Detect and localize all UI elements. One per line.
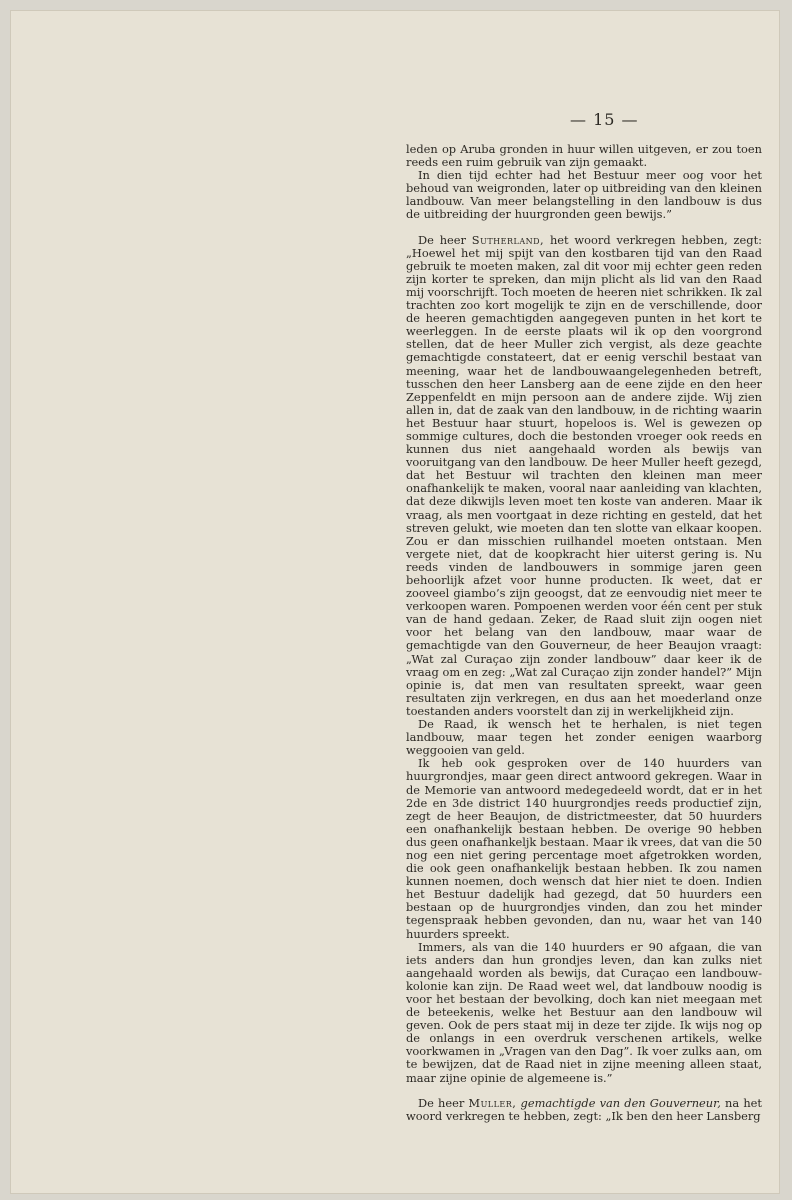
body-text	[406, 143, 762, 1123]
speaker-name: Muller,	[468, 1095, 517, 1110]
paragraph-body: na het woord verkregen te hebben, zegt: „Ik ben den heer Lansberg	[406, 1095, 762, 1123]
paragraph: De Raad, ik wensch het te herhalen, is niet tegen landbouw, maar tegen het zonder eenigen waarborg weggooien van geld.	[406, 717, 762, 758]
paragraph-lead: De heer	[418, 1095, 469, 1110]
paragraph: Immers, als van die 140 huurders er 90 afgaan, die van iets anders dan hun grondjes leven, dan kan zulks niet aangehaald worden als bewijs, dat Curaçao een landbouw-kolonie kan zijn. De Raad weet wel, dat landbouw noodig is voor het bestaan der bevolking, doch kan niet meegaan met de beteekenis, welke het Bestuur aan den landbouw wil geven. Ook de pers staat mij in deze ter zijde. Ik wijs nog op de onlangs in een overdruk verschenen artikels, welke voorkwamen in „Vragen van den Dag”. Ik voer zulks aan, om te bewijzen, dat de Raad niet in zijne meening alleen staat, maar zijne opinie de algemeene is.”	[406, 939, 762, 1085]
speaker-role: gemachtigde van den Gouverneur,	[516, 1095, 721, 1110]
paragraph	[406, 1097, 762, 1123]
page-number: — 15 —	[570, 110, 639, 129]
paragraph-lead: De heer	[418, 232, 472, 247]
paragraph	[406, 234, 762, 718]
paragraph-body: het woord verkregen hebben, zegt: „Hoewel het mij spijt van den kostbaren tijd van den Raad gebruik te moeten maken, zal dit voor mij echter geen reden zijn korter te spreken, dan mijn plicht als lid van den Raad mij voorschrijft. Toch moeten de heeren niet schrikken. Ik zal trachten zoo kort mogelijk te zijn en de verschillende, door de heeren gemachtigden aangegeven punten in het kort te weerleggen. In de eerste plaats wil ik op den voorgrond stellen, dat de heer Muller zich vergist, als deze geachte gemachtigde constateert, dat er eenig verschil bestaat van meening, waar het de landbouwaangelegenheden betreft, tusschen den heer Lansberg aan de eene zijde en den heer Zeppenfeldt en mijn persoon aan de andere zijde. Wij zien allen in, dat de zaak van den landbouw, in de richting waarin het Bestuur haar stuurt, hopeloos is. Wel is gewezen op sommige cultures, doch die bestonden vroeger ook reeds en kunnen dus niet aangehaald worden als bewijs van vooruitgang van den landbouw. De heer Muller heeft gezegd, dat het Bestuur wil trachten den kleinen man meer onafhankelijk te maken, vooral naar aanleiding van klachten, dat deze dikwijls leven moet ten koste van anderen. Maar ik vraag, als men voortgaat in deze richting en gesteld, dat het streven gelukt, wie moeten dan ten slotte van elkaar koopen. Zou er dan misschien ruilhandel moeten ontstaan. Men vergete niet, dat de koopkracht hier uiterst gering is. Nu reeds vinden de landbouwers in sommige jaren geen behoorlijk afzet voor hunne producten. Ik weet, dat er zooveel giambo’s zijn geoogst, dat ze eenvoudig niet meer te verkoopen waren. Pompoenen werden voor één cent per stuk van de hand gedaan. Zeker, de Raad sluit zijn oogen niet voor het belang van den landbouw, maar waar de gemachtigde van den Gouverneur, de heer Beaujon vraagt: „Wat zal Curaçao zijn zonder landbouw” daar keer ik de vraag om en zeg: „Wat zal Curaçao zijn zonder handel?” Mijn opinie is, dat men van resultaten spreekt, waar geen resultaten zijn verkregen, en dus aan het moederland onze toestanden anders voorstelt dan zij in werkelijkheid zijn.	[406, 232, 762, 718]
document-page	[10, 10, 780, 1194]
speaker-name: Sutherland,	[471, 232, 545, 247]
paragraph: Ik heb ook gesproken over de 140 huurders van huurgrondjes, maar geen direct antwoord gekregen. Waar in de Memorie van antwoord medegedeeld wordt, dat er in het 2de en 3de district 140 huurgrondjes reeds productief zijn, zegt de heer Beaujon, de districtmeester, dat 50 huurders een onafhankelijk bestaan hebben. De overige 90 hebben dus geen onafhankeljk bestaan. Maar ik vrees, dat van die 50 nog een niet gering percentage moet afgetrokken worden, die ook geen onafhankelijk bestaan hebben. Ik zou namen kunnen noemen, doch wensch dat hier niet te doen. Indien het Bestuur dadelijk had gezegd, dat 50 huurders een bestaan op de huurgrondjes vinden, dan zou het minder tegenspraak hebben gevonden, dan nu, waar het van 140 huurders spreekt.	[406, 756, 762, 941]
paragraph: In dien tijd echter had het Bestuur meer oog voor het behoud van weigronden, later op uitbreiding van den kleinen landbouw. Van meer belangstelling in den landbouw is dus de uitbreiding der huurgronden geen bewijs.”	[406, 168, 762, 222]
paragraph: leden op Aruba gronden in huur willen uitgeven, er zou toen reeds een ruim gebruik van zijn gemaakt.	[406, 142, 762, 170]
